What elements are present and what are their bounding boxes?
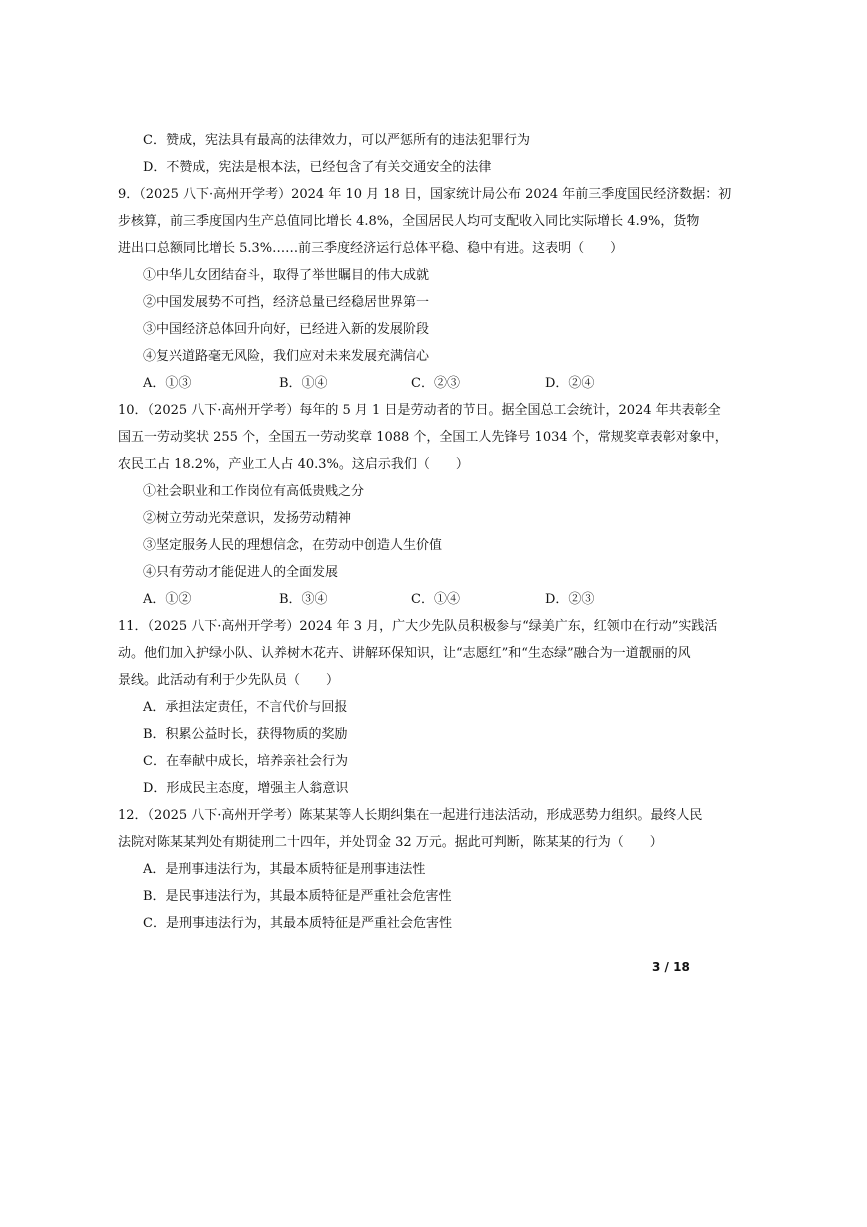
choice-a: A．①③ — [143, 376, 192, 391]
choice-a: A．①② — [143, 592, 192, 607]
choice-b: B．③④ — [279, 592, 328, 607]
question-9-line-1: 9．（2025 八下·高州开学考）2024 年 10 月 18 日，国家统计局公布 2024 年前三季度国民经济数据：初 — [118, 187, 732, 202]
question-9-choices — [143, 375, 703, 393]
question-10-statement-3: ③坚定服务人民的理想信念，在劳动中创造人生价值 — [143, 538, 443, 553]
question-12-line-1: 12．（2025 八下·高州开学考）陈某某等人长期纠集在一起进行违法活动，形成恶势力组织。最终人民 — [118, 808, 703, 823]
question-11-option-b: B．积累公益时长，获得物质的奖励 — [143, 727, 348, 742]
choice-b: B．①④ — [279, 376, 328, 391]
question-11-line-3: 景线。此活动有利于少先队员（ ） — [118, 673, 340, 688]
question-9-line-3: 进出口总额同比增长 5.3%……前三季度经济运行总体平稳、稳中有进。这表明（ ） — [118, 241, 624, 256]
question-12-option-b: B．是民事违法行为，其最本质特征是严重社会危害性 — [143, 889, 452, 904]
option-c: C．赞成，宪法具有最高的法律效力，可以严惩所有的违法犯罪行为 — [143, 133, 530, 148]
question-12-option-c: C．是刑事违法行为，其最本质特征是严重社会危害性 — [143, 916, 452, 931]
question-11-line-2: 动。他们加入护绿小队、认养树木花卉、讲解环保知识，让“志愿红”和“生态绿”融合为一道靓丽的风 — [118, 646, 691, 661]
question-10-statement-1: ①社会职业和工作岗位有高低贵贱之分 — [143, 484, 365, 499]
page-number: 3 / 18 — [652, 960, 690, 974]
question-10-statement-4: ④只有劳动才能促进人的全面发展 — [143, 565, 339, 580]
question-10-line-1: 10．（2025 八下·高州开学考）每年的 5 月 1 日是劳动者的节日。据全国总工会统计，2024 年共表彰全 — [118, 403, 721, 418]
question-9-line-2: 步核算，前三季度国内生产总值同比增长 4.8%，全国居民人均可支配收入同比实际增长 4.9%，货物 — [118, 214, 700, 229]
question-10-line-2: 国五一劳动奖状 255 个，全国五一劳动奖章 1088 个，全国工人先锋号 1034 个，常规奖章表彰对象中， — [118, 430, 728, 445]
choice-d: D．②④ — [545, 376, 595, 391]
question-10-line-3: 农民工占 18.2%，产业工人占 40.3%。这启示我们（ ） — [118, 457, 469, 472]
question-9-statement-1: ①中华儿女团结奋斗，取得了举世瞩目的伟大成就 — [143, 268, 430, 283]
question-9-statement-4: ④复兴道路毫无风险，我们应对未来发展充满信心 — [143, 349, 430, 364]
question-10-statement-2: ②树立劳动光荣意识，发扬劳动精神 — [143, 511, 352, 526]
question-11-option-d: D．形成民主态度，增强主人翁意识 — [143, 781, 349, 796]
question-11-option-c: C．在奉献中成长，培养亲社会行为 — [143, 754, 348, 769]
question-9-statement-2: ②中国发展势不可挡，经济总量已经稳居世界第一 — [143, 295, 430, 310]
choice-d: D．②③ — [545, 592, 595, 607]
choice-c: C．②③ — [411, 376, 460, 391]
question-12-option-a: A．是刑事违法行为，其最本质特征是刑事违法性 — [143, 862, 426, 877]
question-10-choices — [143, 591, 703, 609]
question-12-line-2: 法院对陈某某判处有期徒刑二十四年，并处罚金 32 万元。据此可判断，陈某某的行为（ ） — [118, 835, 663, 850]
choice-c: C．①④ — [411, 592, 460, 607]
option-d: D．不赞成，宪法是根本法，已经包含了有关交通安全的法律 — [143, 160, 492, 175]
question-11-line-1: 11．（2025 八下·高州开学考）2024 年 3 月，广大少先队员积极参与“绿美广东，红领巾在行动”实践活 — [118, 619, 718, 634]
question-9-statement-3: ③中国经济总体回升向好，已经进入新的发展阶段 — [143, 322, 430, 337]
question-11-option-a: A．承担法定责任，不言代价与回报 — [143, 700, 348, 715]
